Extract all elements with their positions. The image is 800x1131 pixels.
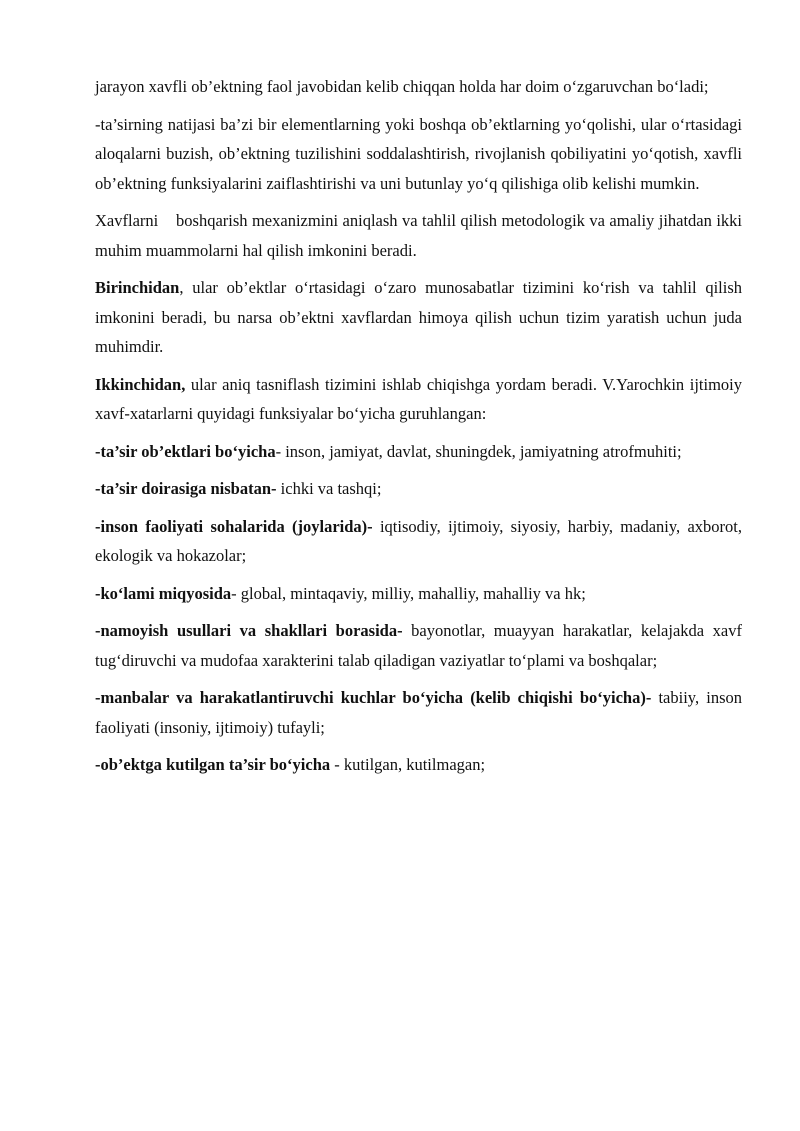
paragraph-5-bold: Ikkinchidan, (95, 374, 186, 394)
paragraph-11-bold: -manbalar va harakatlantiruvchi kuchlar bo‘yicha (kelib chiqishi bo‘yicha)- (95, 688, 652, 707)
paragraph-1-text: jarayon xavfli ob’ektning faol javobidan kelib chiqqan holda har doim o‘zgaruvchan bo‘ladi; (95, 77, 709, 96)
paragraph-1 (95, 72, 742, 102)
paragraph-10 (95, 616, 742, 675)
paragraph-7 (95, 474, 742, 504)
paragraph-6-text: - inson, jamiyat, davlat, shuningdek, jamiyatning atrofmuhiti; (275, 441, 682, 461)
paragraph-7-bold: -ta’sir doirasiga nisbatan- (95, 479, 277, 498)
paragraph-9 (95, 579, 742, 609)
paragraph-5-text: ular aniq tasniflash tizimini ishlab chiqishga yordam beradi. V.Yarochkin ijtimoiy xavf-xatarlarni quyidagi funksiyalar bo‘yicha guruhlangan: (95, 374, 742, 423)
document-page (95, 72, 747, 788)
paragraph-4-bold: Birinchidan (95, 278, 180, 297)
paragraph-4-text: , ular ob’ektlar o‘rtasidagi o‘zaro munosabatlar tizimini ko‘rish va tahlil qilish imkonini beradi, bu narsa ob’ektni xavflardan himoya qilish uchun tizim yaratish uchun juda muhimdir. (95, 278, 742, 356)
paragraph-12 (95, 750, 742, 780)
paragraph-12-text: - kutilgan, kutilmagan; (330, 755, 486, 774)
paragraph-12-bold: -ob’ektga kutilgan ta’sir bo‘yicha (95, 755, 331, 774)
paragraph-6 (95, 437, 742, 467)
paragraph-8-text: iqtisodiy, ijtimoiy, siyosiy, harbiy, madaniy, axborot, ekologik va hokazolar; (95, 516, 742, 565)
paragraph-9-bold: -ko‘lami miqyosida (95, 583, 232, 603)
paragraph-4 (95, 273, 742, 362)
paragraph-3-text: Xavflarni boshqarish mexanizmini aniqlash va tahlil qilish metodologik va amaliy jihatdan ikki muhim muammolarni hal qilish imkonini beradi. (95, 211, 747, 260)
paragraph-8 (95, 512, 742, 571)
paragraph-8-bold: -inson faoliyati sohalarida (joylarida)- (95, 516, 373, 536)
paragraph-3 (95, 206, 747, 265)
paragraph-11 (95, 683, 742, 742)
paragraph-10-bold: -namoyish usullari va shakllari borasida- (95, 621, 403, 640)
paragraph-2-text: -ta’sirning natijasi ba’zi bir elementlarning yoki boshqa ob’ektlarning yo‘qolishi, ular o‘rtasidagi aloqalarni buzish, ob’ektning tuzilishini soddalashtirish, rivojlanish qobiliyatini yo‘qotish, xavfli ob’ektning funksiyalarini zaiflashtirishi va uni butunlay yo‘q qilishiga olib kelishi mumkin. (95, 114, 742, 193)
paragraph-2 (95, 110, 742, 199)
paragraph-11-text: tabiiy, inson faoliyati (insoniy, ijtimoiy) tufayli; (95, 688, 742, 737)
paragraph-10-text: bayonotlar, muayyan harakatlar, kelajakda xavf tug‘diruvchi va mudofaa xarakterini talab qiladigan vaziyatlar to‘plami va boshqalar; (95, 621, 742, 670)
paragraph-7-text: ichki va tashqi; (276, 479, 382, 498)
paragraph-6-bold: -ta’sir ob’ektlari bo‘yicha (95, 441, 276, 461)
paragraph-9-text: - global, mintaqaviy, milliy, mahalliy, mahalliy va hk; (231, 583, 586, 603)
paragraph-5 (95, 370, 742, 429)
